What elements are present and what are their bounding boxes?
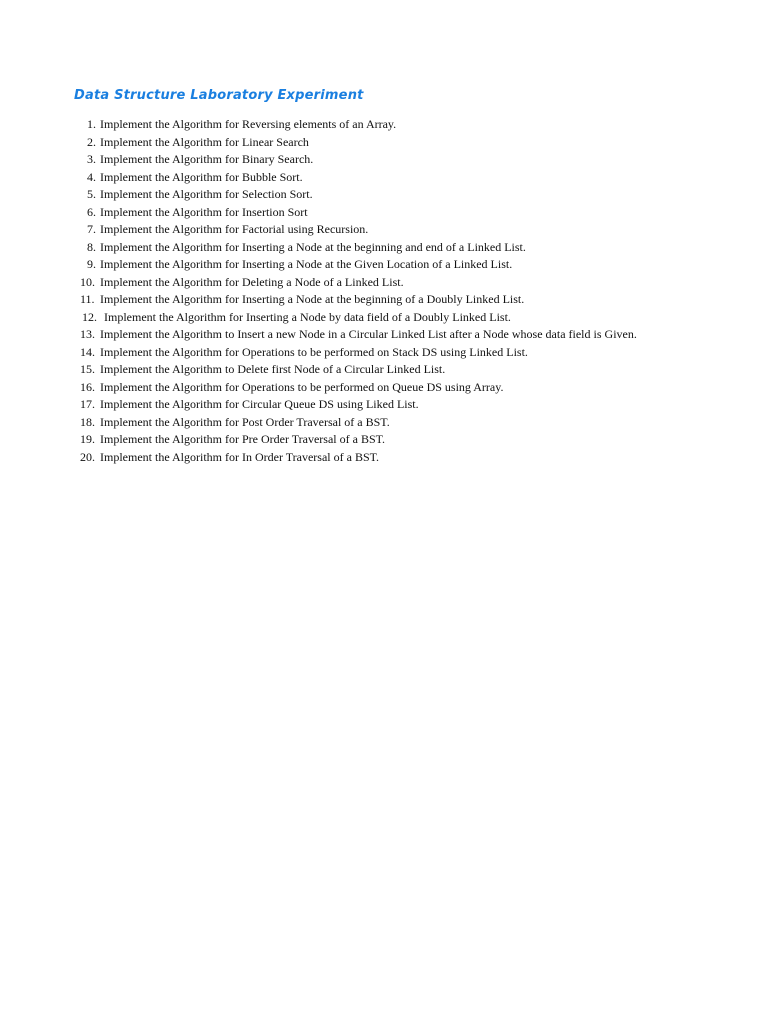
- item-text: Implement the Algorithm for In Order Traversal of a BST.: [100, 449, 380, 464]
- item-text: Implement the Algorithm for Bubble Sort.: [100, 169, 303, 184]
- item-text: Implement the Algorithm for Inserting a Node by data field of a Doubly Linked List.: [104, 309, 511, 324]
- item-text: Implement the Algorithm for Operations to be performed on Queue DS using Array.: [100, 379, 504, 394]
- item-number: 11.: [80, 292, 95, 306]
- item-text: Implement the Algorithm for Pre Order Traversal of a BST.: [100, 432, 386, 446]
- item-number: 2.: [87, 134, 96, 149]
- item-number: 6.: [87, 204, 96, 219]
- item-number: 12.: [82, 309, 97, 324]
- item-number: 15.: [80, 362, 95, 376]
- item-text: Implement the Algorithm for Binary Search.: [100, 152, 314, 166]
- item-number: 5.: [87, 187, 96, 201]
- item-text: Implement the Algorithm for Selection Sort.: [100, 187, 313, 201]
- item-text: Implement the Algorithm for Inserting a Node at the beginning and end of a Linked List.: [100, 239, 526, 254]
- item-number: 4.: [87, 169, 96, 184]
- item-text: Implement the Algorithm for Inserting a Node at the Given Location of a Linked List.: [100, 257, 513, 271]
- document-title: Data Structure Laboratory Experiment: [74, 88, 364, 103]
- item-text: Implement the Algorithm for Insertion Sort: [100, 204, 308, 219]
- item-number: 7.: [87, 222, 96, 236]
- item-number: 1.: [87, 117, 96, 131]
- item-number: 20.: [80, 449, 95, 464]
- item-number: 3.: [87, 152, 96, 166]
- item-number: 17.: [80, 397, 95, 411]
- item-text: Implement the Algorithm for Reversing elements of an Array.: [100, 117, 397, 131]
- item-number: 10.: [80, 274, 95, 289]
- item-text: Implement the Algorithm to Delete first Node of a Circular Linked List.: [100, 362, 446, 376]
- item-number: 16.: [80, 379, 95, 394]
- item-number: 19.: [80, 432, 95, 446]
- item-number: 9.: [87, 257, 96, 271]
- item-number: 8.: [87, 239, 96, 254]
- item-text: Implement the Algorithm for Deleting a Node of a Linked List.: [100, 274, 404, 289]
- item-number: 13.: [80, 327, 95, 341]
- item-number: 18.: [80, 414, 95, 429]
- item-text: Implement the Algorithm for Operations to be performed on Stack DS using Linked List.: [100, 344, 528, 359]
- item-text: Implement the Algorithm to Insert a new Node in a Circular Linked List after a Node whose data field is Given.: [100, 327, 637, 341]
- item-text: Implement the Algorithm for Factorial using Recursion.: [100, 222, 369, 236]
- item-text: Implement the Algorithm for Linear Search: [100, 134, 309, 149]
- item-text: Implement the Algorithm for Post Order Traversal of a BST.: [100, 414, 390, 429]
- item-text: Implement the Algorithm for Inserting a Node at the beginning of a Doubly Linked List.: [100, 292, 525, 306]
- item-text: Implement the Algorithm for Circular Queue DS using Liked List.: [100, 397, 419, 411]
- item-number: 14.: [80, 344, 95, 359]
